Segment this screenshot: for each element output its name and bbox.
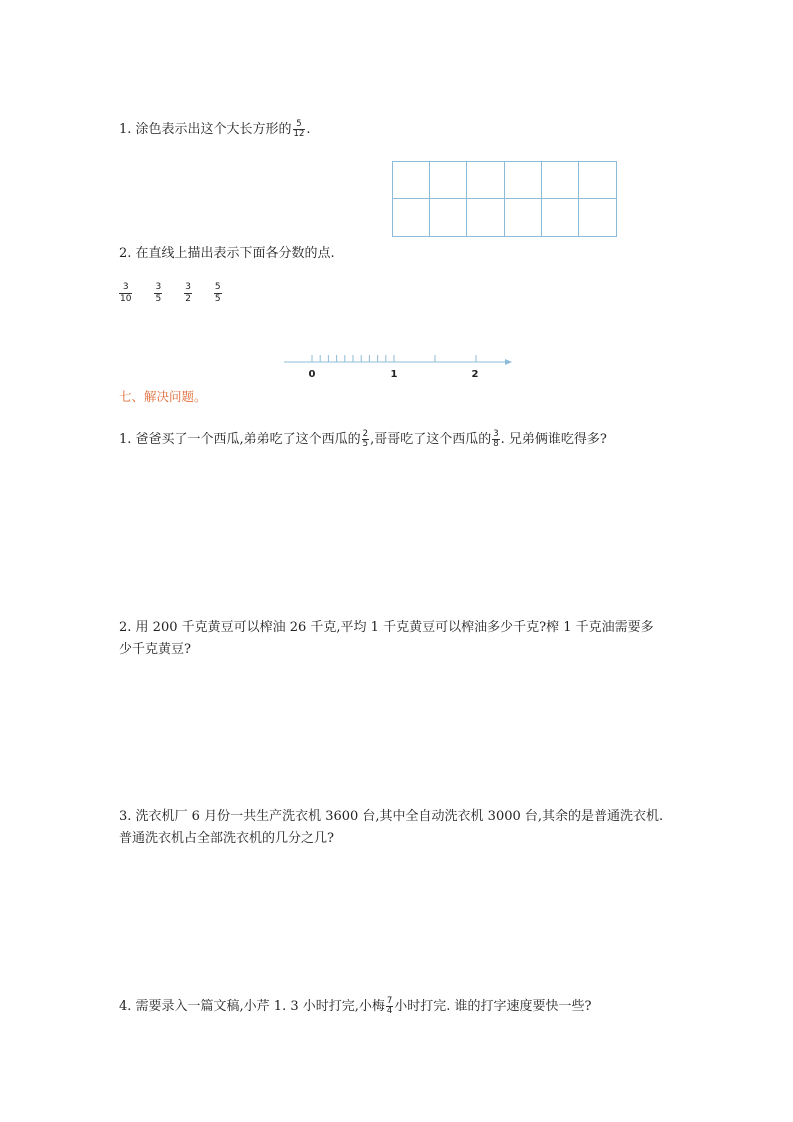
- fraction-2-5: $\frac{2}{5}$: [362, 429, 369, 449]
- grid-cell[interactable]: [579, 199, 616, 236]
- problem-3-line-2: 普通洗衣机占全部洗衣机的几分之几?: [119, 831, 334, 846]
- grid-cell[interactable]: [430, 162, 467, 199]
- tick-label-2: 2: [471, 369, 479, 380]
- question-1-shade: 1. 涂色表示出这个大长方形的 $\frac{5}{12}$ .: [119, 119, 311, 139]
- question-2-text: 2. 在直线上描出表示下面各分数的点.: [119, 246, 335, 261]
- grid-cell[interactable]: [393, 162, 430, 199]
- number-line-ticks: [312, 355, 476, 362]
- fraction-3-8: $\frac{3}{8}$: [493, 429, 499, 449]
- fraction-item: $\frac{3}{10}$: [120, 282, 132, 304]
- problem-4: 4. 需要录入一篇文稿,小芹 1. 3 小时打完,小梅 $\frac{7}{4}$ 小时打完. 谁的打字速度要快一些?: [119, 996, 592, 1016]
- grid-cell[interactable]: [430, 199, 467, 236]
- fraction-item: $\frac{3}{5}$: [155, 282, 162, 304]
- tick-label-1: 1: [390, 369, 398, 380]
- section-heading: 七、解决问题。: [119, 389, 207, 404]
- fraction-5-12: $\frac{5}{12}$: [293, 119, 305, 139]
- grid-cell[interactable]: [505, 199, 542, 236]
- grid-cell[interactable]: [505, 162, 542, 199]
- problem-2-line-2: 少千克黄豆?: [119, 642, 191, 657]
- grid-cell[interactable]: [542, 199, 579, 236]
- grid-cell[interactable]: [579, 162, 616, 199]
- fraction-7-4: $\frac{7}{4}$: [386, 996, 393, 1016]
- grid-cell[interactable]: [393, 199, 430, 236]
- problem-1: 1. 爸爸买了一个西瓜,弟弟吃了这个西瓜的 $\frac{2}{5}$ ,哥哥吃了这个西瓜的 $\frac{3}{8}$ . 兄弟俩谁吃得多?: [119, 429, 607, 449]
- fraction-list: [118, 282, 223, 305]
- number-line[interactable]: [282, 350, 518, 382]
- fraction-item: $\frac{3}{2}$: [185, 282, 191, 304]
- rectangle-grid[interactable]: [392, 161, 617, 237]
- grid-cell[interactable]: [467, 199, 504, 236]
- problem-2-line-1: 2. 用 200 千克黄豆可以榨油 26 千克,平均 1 千克黄豆可以榨油多少千克?榨 1 千克油需要多: [119, 620, 654, 635]
- problem-3-line-1: 3. 洗衣机厂 6 月份一共生产洗衣机 3600 台,其中全自动洗衣机 3000 台,其余的是普通洗衣机.: [119, 809, 664, 824]
- arrow-right-icon: [505, 359, 512, 365]
- grid-cell[interactable]: [467, 162, 504, 199]
- question-1-text: 1. 涂色表示出这个大长方形的: [119, 122, 292, 137]
- fraction-item: $\frac{5}{5}$: [214, 282, 221, 304]
- tick-label-0: 0: [308, 369, 316, 380]
- grid-cell[interactable]: [542, 162, 579, 199]
